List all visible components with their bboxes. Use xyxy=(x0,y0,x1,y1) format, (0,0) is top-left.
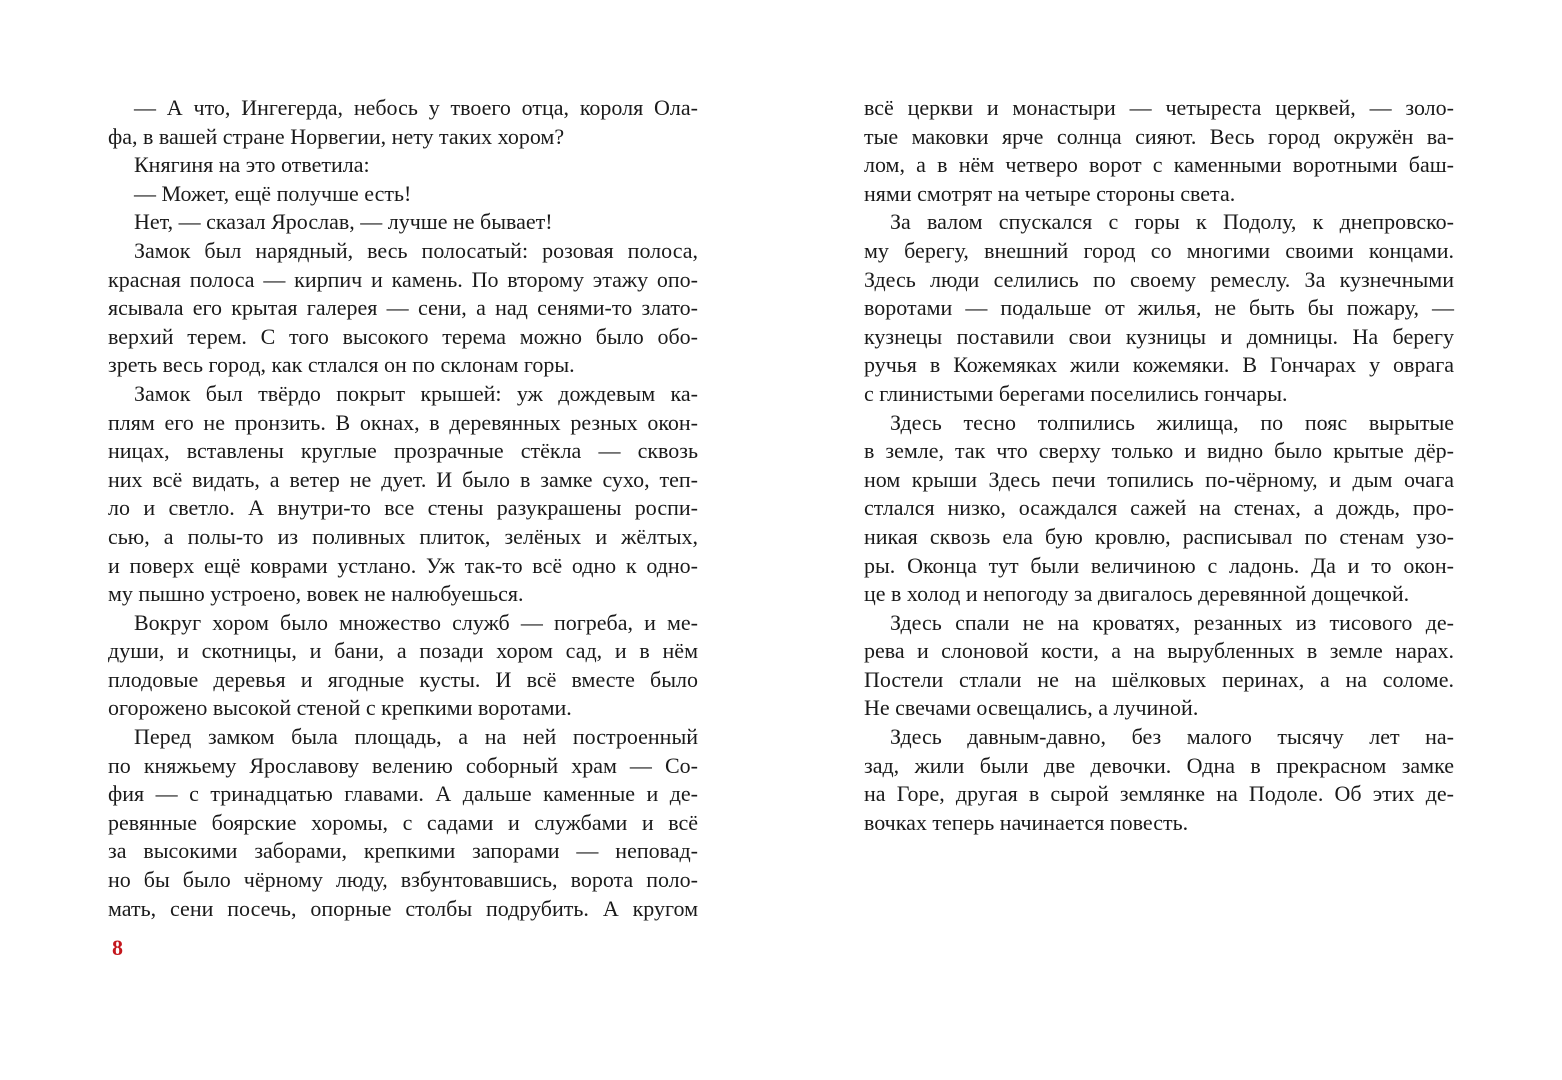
text-line: лом, а в нём четверо ворот с каменными воротными баш- xyxy=(864,152,1454,178)
text-line: стлался низко, осаждался сажей на стенах, а дождь, про- xyxy=(864,495,1454,521)
text-line: му пышно устроено, вовек не налюбуешься. xyxy=(108,581,524,607)
left-page-text xyxy=(108,94,698,923)
text-line: — А что, Ингегерда, небось у твоего отца, короля Ола- xyxy=(134,95,698,120)
text-line: Здесь спали не на кроватях, резанных из тисового де- xyxy=(890,609,1454,635)
text-line: мать, сени посечь, опорные столбы подрубить. А кругом xyxy=(108,895,698,921)
text-line: Постели стлали не на шёлковых перинах, а на соломе. xyxy=(864,666,1454,692)
text-line: ревянные боярские хоромы, с садами и службами и всё xyxy=(108,809,698,835)
text-line: Замок был твёрдо покрыт крышей: уж дождевым ка- xyxy=(134,380,698,406)
text-line: плодовые деревья и ягодные кусты. И всё вместе было xyxy=(108,666,698,692)
text-line: Здесь тесно толпились жилища, по пояс вырытые xyxy=(890,409,1454,435)
text-line: ницах, вставлены круглые прозрачные стёкла — сквозь xyxy=(108,438,698,464)
text-line: фия — с тринадцатью главами. А дальше каменные и де- xyxy=(108,781,698,807)
text-line: красная полоса — кирпич и камень. По второму этажу опо- xyxy=(108,266,698,292)
text-line: в земле, так что сверху только и видно было крытые дёр- xyxy=(864,438,1454,464)
text-line: с глинистыми берегами поселились гончары. xyxy=(864,380,1288,406)
text-line: и поверх ещё коврами устлано. Уж так-то всё одно к одно- xyxy=(108,552,698,578)
text-line: рева и слоновой кости, а на вырубленных в земле нарах. xyxy=(864,638,1454,664)
text-line: Здесь люди селились по своему ремеслу. За кузнечными xyxy=(864,266,1454,292)
text-line: кузнецы поставили свои кузницы и домницы. На берегу xyxy=(864,323,1454,349)
right-page-text xyxy=(864,94,1454,837)
text-line: му берегу, внешний город со многими своими концами. xyxy=(864,237,1454,263)
text-line: ло и светло. А внутри-то все стены разукрашены роспи- xyxy=(108,495,698,521)
text-line: тые маковки ярче солнца сияют. Весь город окружён ва- xyxy=(864,123,1454,149)
text-line: огорожено высокой стеной с крепкими воротами. xyxy=(108,695,572,721)
text-line: ном крыши Здесь печи топились по-чёрному, и дым очага xyxy=(864,466,1454,492)
text-line: нями смотрят на четыре стороны света. xyxy=(864,180,1236,206)
text-line: ручья в Кожемяках жили кожемяки. В Гончарах у оврага xyxy=(864,352,1454,378)
text-line: души, и скотницы, и бани, а позади хором сад, и в нём xyxy=(108,638,698,664)
text-line: но бы было чёрному люду, взбунтовавшись, ворота поло- xyxy=(108,867,698,893)
text-line: них всё видать, а ветер не дует. И было в замке сухо, теп- xyxy=(108,466,698,492)
text-line: верхий терем. С того высокого терема можно было обо- xyxy=(108,323,698,349)
text-line: плям его не пронзить. В окнах, в деревянных резных окон- xyxy=(108,409,698,435)
text-line: никая сквозь ела бую кровлю, расписывал по стенам узо- xyxy=(864,523,1454,549)
text-line: ясывала его крытая галерея — сени, а над сенями-то злато- xyxy=(108,295,698,321)
text-line: Перед замком была площадь, а на ней построенный xyxy=(134,724,698,750)
text-line: це в холод и непогоду за двигалось деревянной дощечкой. xyxy=(864,581,1410,607)
text-line: сью, а полы-то из поливных плиток, зелёных и жёлтых, xyxy=(108,523,698,549)
text-line: на Горе, другая в сырой землянке на Подоле. Об этих де- xyxy=(864,781,1454,807)
text-line: вочках теперь начинается повесть. xyxy=(864,809,1189,835)
text-line: ры. Оконца тут были величиною с ладонь. Да и то окон- xyxy=(864,552,1454,578)
text-line: Вокруг хором было множество служб — погреба, и ме- xyxy=(134,609,698,635)
text-line: За валом спускался с горы к Подолу, к днепровско- xyxy=(890,209,1454,235)
text-line: Княгиня на это ответила: xyxy=(134,152,370,178)
page-number: 8 xyxy=(112,935,123,960)
text-line: зреть весь город, как стлался он по склонам горы. xyxy=(108,352,575,378)
text-line: Нет, — сказал Ярослав, — лучше не бывает! xyxy=(134,209,553,235)
text-line: всё церкви и монастыри — четыреста церквей, — золо- xyxy=(864,95,1454,120)
text-line: — Может, ещё получше есть! xyxy=(134,180,412,206)
text-line: Замок был нарядный, весь полосатый: розовая полоса, xyxy=(134,237,698,263)
text-line: за высокими заборами, крепкими запорами — неповад- xyxy=(108,838,698,864)
text-line: по княжьему Ярославову велению соборный храм — Со- xyxy=(108,752,698,778)
text-line: воротами — подальше от жилья, не быть бы пожару, — xyxy=(864,295,1454,321)
text-line: Не свечами освещались, а лучиной. xyxy=(864,695,1199,721)
text-line: фа, в вашей стране Норвегии, нету таких хором? xyxy=(108,123,565,149)
text-line: Здесь давным-давно, без малого тысячу лет на- xyxy=(890,724,1454,750)
text-line: зад, жили были две девочки. Одна в прекрасном замке xyxy=(864,752,1454,778)
